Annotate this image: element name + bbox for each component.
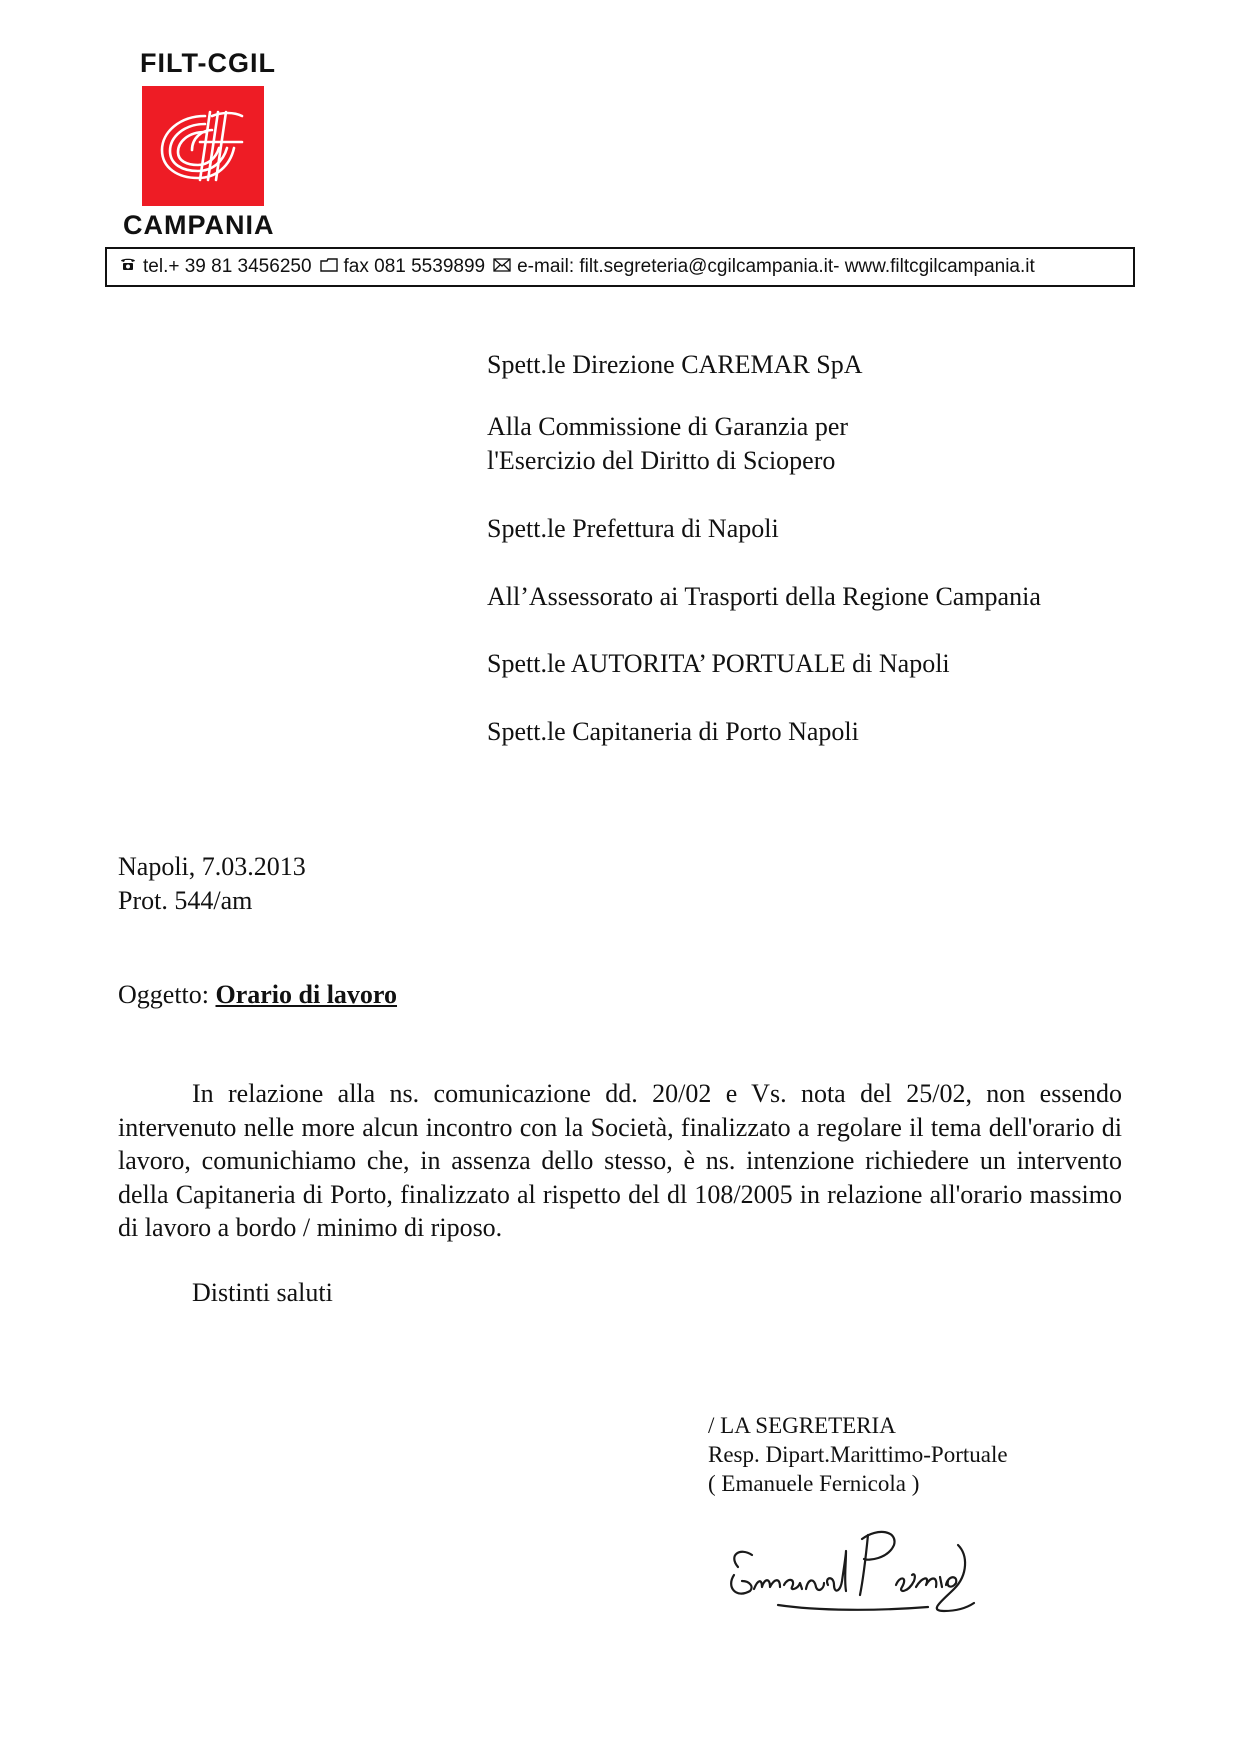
recipient-5: Spett.le AUTORITA’ PORTUALE di Napoli — [487, 649, 950, 678]
org-name-bottom: CAMPANIA — [123, 210, 275, 240]
logo-emblem — [142, 86, 264, 206]
letter-body: In relazione alla ns. comunicazione dd. 20/02 e Vs. nota del 25/02, non essendo intervenuto nelle more alcun incontro con la Società, finalizzato a regolare il tema dell'orario di lavoro, comunichiamo che, in assenza dello stesso, è ns. intenzione richiedere un intervento della Capitaneria di Porto, finalizzato al rispetto del dl 108/2005 in relazione all'orario massimo di lavoro a bordo / minimo di riposo. — [118, 1079, 1122, 1242]
letter-date: Napoli, 7.03.2013 — [118, 852, 306, 881]
contact-tel: tel.+ 39 81 3456250 — [143, 256, 312, 277]
recipient-6: Spett.le Capitaneria di Porto Napoli — [487, 717, 859, 746]
protocol-number: Prot. 544/am — [118, 886, 253, 915]
union-logo — [142, 86, 264, 206]
recipient-2: Alla Commissione di Garanzia per — [487, 412, 849, 441]
recipient-4: All’Assessorato ai Trasporti della Regione Campania — [487, 582, 1041, 611]
closing-salutation: Distinti saluti — [192, 1278, 333, 1307]
subject-label: Oggetto: — [118, 980, 209, 1009]
mail-icon — [493, 256, 511, 278]
fax-icon — [320, 256, 338, 278]
contact-bar — [105, 247, 1135, 287]
handwritten-signature — [718, 1515, 978, 1635]
subject-line — [118, 980, 397, 1010]
recipient-3: Spett.le Prefettura di Napoli — [487, 514, 779, 543]
subject-text: Orario di lavoro — [215, 980, 398, 1009]
signature-line-2: Resp. Dipart.Marittimo-Portuale — [708, 1442, 1008, 1467]
phone-icon — [119, 256, 137, 278]
org-name-top: FILT-CGIL — [140, 48, 276, 78]
recipient-1: Spett.le Direzione CAREMAR SpA — [487, 350, 863, 379]
recipient-2-cont: l'Esercizio del Diritto di Sciopero — [487, 446, 836, 475]
signature-line-3: ( Emanuele Fernicola ) — [708, 1471, 920, 1496]
contact-email: e-mail: filt.segreteria@cgilcampania.it- www.filtcgilcampania.it — [517, 256, 1035, 277]
signature-line-1: / LA SEGRETERIA — [708, 1413, 896, 1438]
contact-fax: fax 081 5539899 — [343, 256, 486, 277]
